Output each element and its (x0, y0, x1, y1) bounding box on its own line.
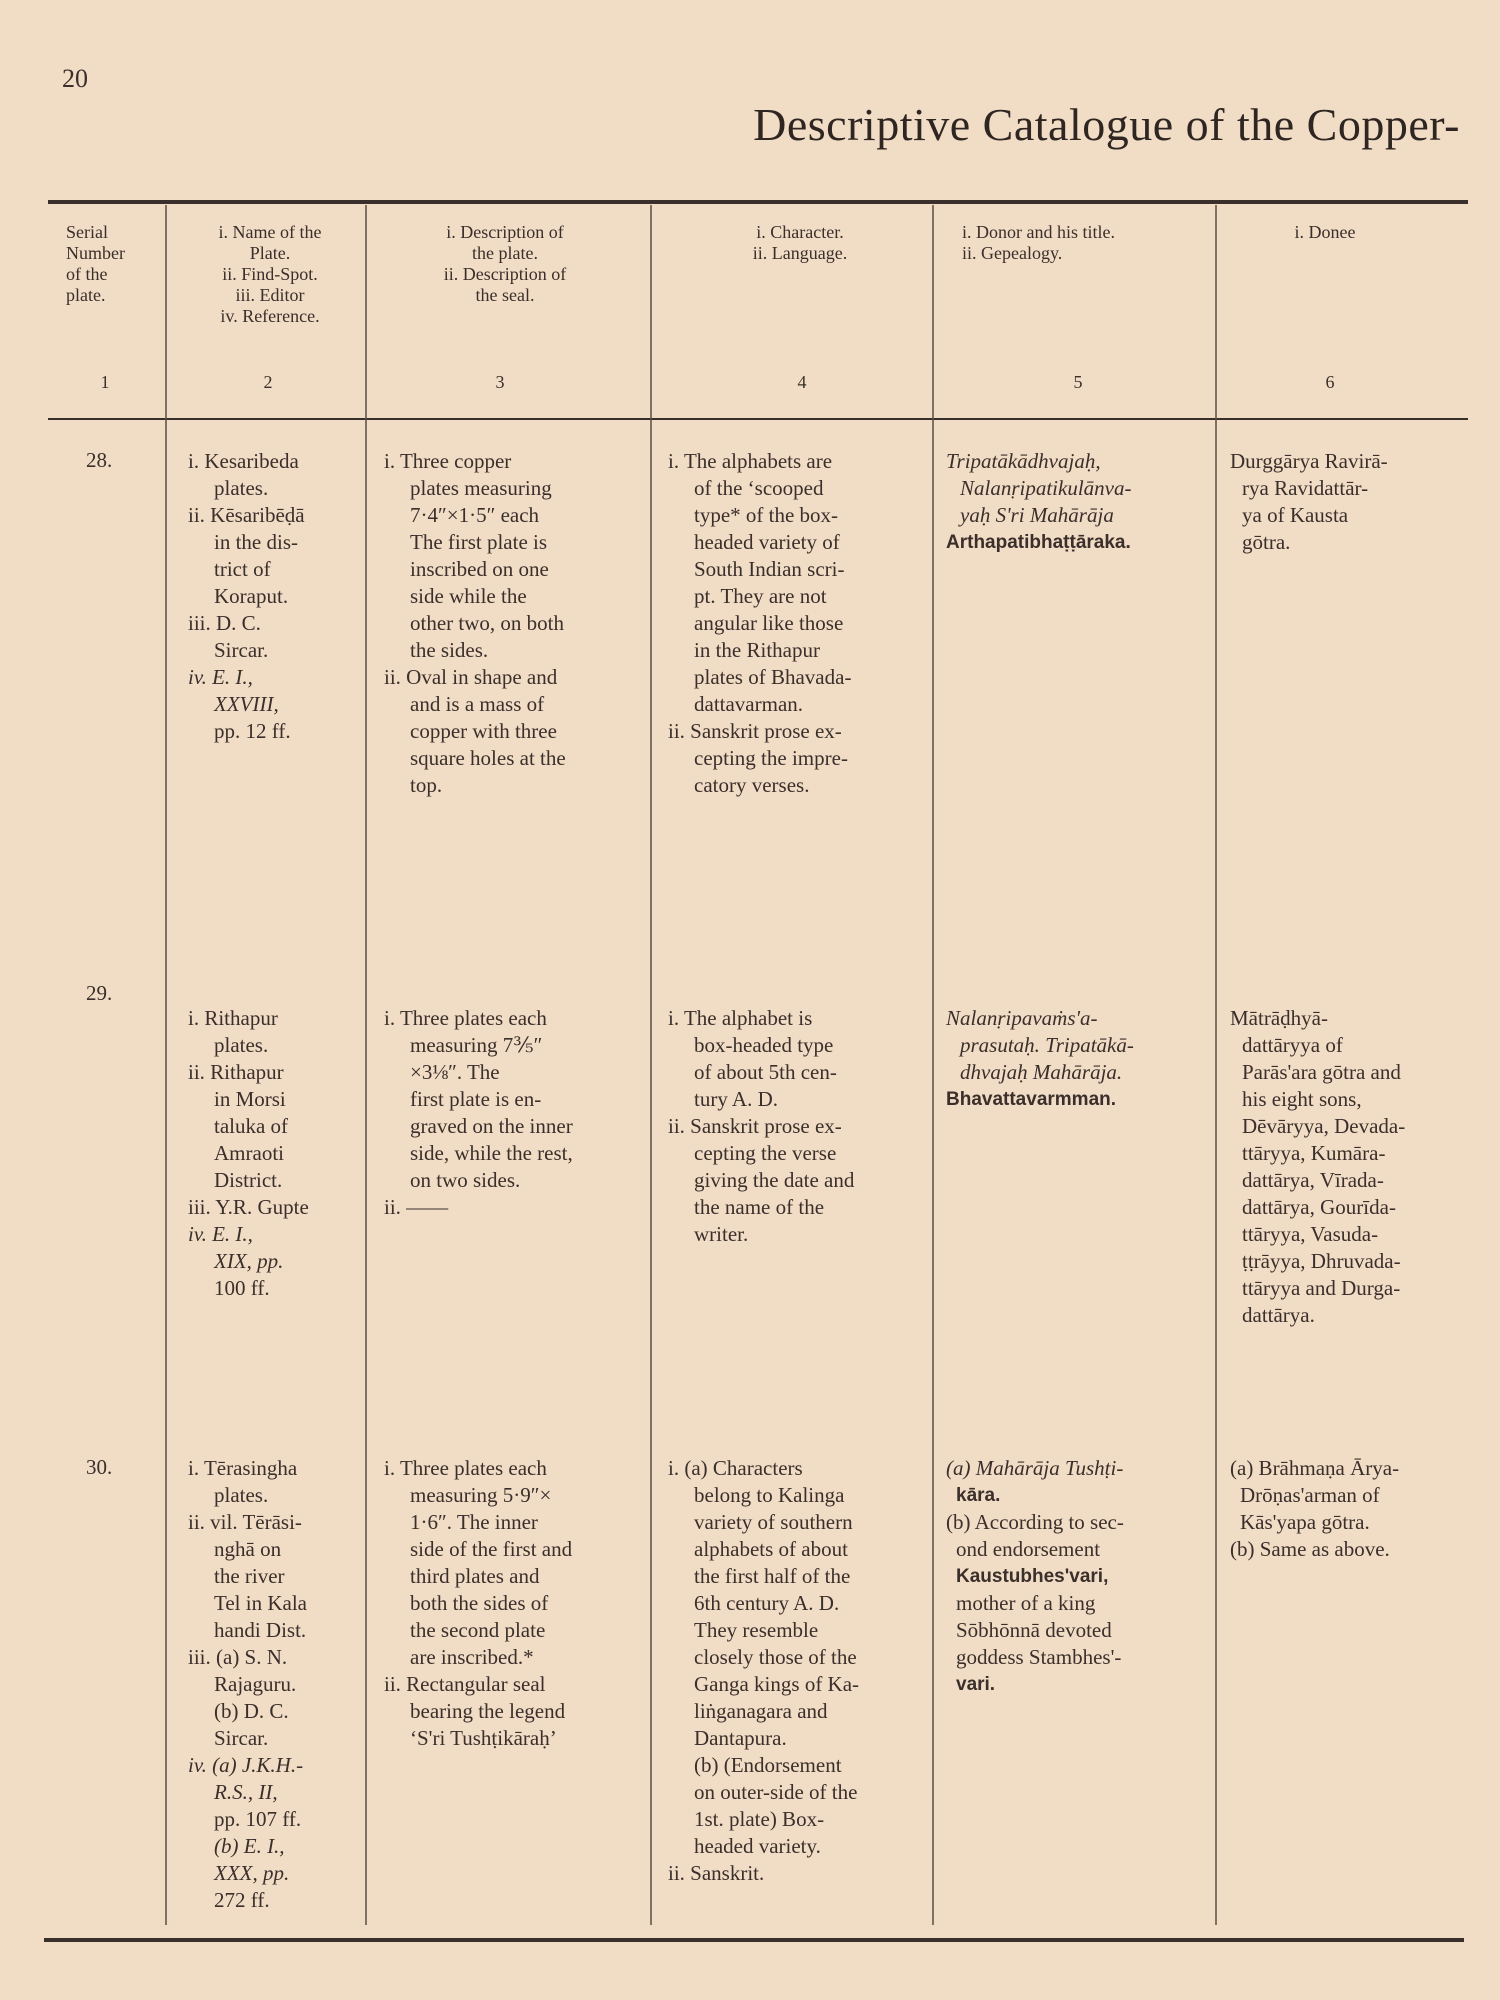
cell-character (668, 1455, 920, 1887)
cell-line: Kās'yapa gōtra. (1240, 1510, 1370, 1534)
cell-line: Durggārya Ravirā- (1230, 449, 1388, 473)
column-number: 6 (1325, 372, 1335, 392)
cell-line: trict of (214, 557, 271, 581)
cell-line: (a) Mahārāja Tushṭi- (946, 1456, 1124, 1480)
cell-line: square holes at the (410, 746, 566, 770)
serial-number: 30. (86, 1455, 113, 1479)
cell-line: iv. (a) J.K.H.- (188, 1753, 304, 1777)
cell-line: Tripatākādhvajaḥ, (946, 449, 1101, 473)
page-number: 20 (62, 64, 88, 93)
cell-line: Dantapura. (694, 1726, 787, 1750)
cell-line: ii. Sanskrit prose ex- (668, 719, 842, 743)
cell-line: the first half of the (694, 1564, 851, 1588)
serial-number: 29. (86, 981, 113, 1005)
cell-line: taluka of (214, 1114, 289, 1138)
cell-line: pt. They are not (694, 584, 827, 608)
cell-line: giving the date and (694, 1168, 855, 1192)
cell-line: first plate is en- (410, 1087, 542, 1111)
cell-line: rya Ravidattār- (1242, 476, 1369, 500)
cell-line: Koraput. (214, 584, 289, 608)
cell-line: R.S., II, (214, 1780, 278, 1804)
cell-donee (1230, 1455, 1470, 1563)
column-header-line: plate. (66, 285, 106, 305)
cell-line: headed variety of (694, 530, 840, 554)
cell-line: ii. Sanskrit. (668, 1861, 765, 1885)
column-divider (365, 205, 367, 1925)
column-header-line: ii. Find-Spot. (222, 264, 318, 284)
cell-line: Rajaguru. (214, 1672, 297, 1696)
cell-line: plates of Bhavada- (694, 665, 852, 689)
cell-line: (b) (Endorsement (694, 1753, 842, 1777)
column-header-line: i. Name of the (218, 222, 322, 242)
cell-donee (1230, 1005, 1470, 1329)
cell-line: Kaustubhes'vari, (956, 1566, 1109, 1587)
column-header-1 (66, 222, 125, 306)
cell-line: other two, on both (410, 611, 564, 635)
cell-line: dattārya, Gourīda- (1242, 1195, 1396, 1219)
cell-line: ii. Kēsaribēḍā (188, 503, 305, 527)
cell-line: (b) E. I., (214, 1834, 285, 1858)
cell-line: angular like those (694, 611, 844, 635)
cell-line: ttāryya and Durga- (1242, 1276, 1401, 1300)
column-header-line: Serial (66, 222, 108, 242)
cell-line: ttāryya, Kumāra- (1242, 1141, 1386, 1165)
cell-line: dhvajaḥ Mahārāja. (960, 1060, 1123, 1084)
cell-line: XXVIII, (214, 692, 279, 716)
cell-line: i. (a) Characters (668, 1456, 803, 1480)
cell-line: i. Kesaribeda (188, 449, 299, 473)
column-header-3 (390, 222, 620, 306)
cell-line: the sides. (410, 638, 489, 662)
cell-line: dattārya, Vīrada- (1242, 1168, 1384, 1192)
cell-line: Sōbhōnnā devoted (956, 1618, 1112, 1642)
cell-line: on two sides. (410, 1168, 521, 1192)
cell-line: bearing the legend (410, 1699, 566, 1723)
cell-line: South Indian scri- (694, 557, 845, 581)
column-number: 1 (100, 372, 110, 392)
cell-line: Ganga kings of Ka- (694, 1672, 860, 1696)
cell-line: 7·4″×1·5″ each (410, 503, 540, 527)
cell-line: i. The alphabets are (668, 449, 833, 473)
cell-line: and is a mass of (410, 692, 545, 716)
cell-line: his eight sons, (1242, 1087, 1362, 1111)
column-header-2 (190, 222, 350, 327)
cell-line: plates. (214, 1483, 269, 1507)
cell-line: closely those of the (694, 1645, 857, 1669)
cell-line: in the Rithapur (694, 638, 820, 662)
cell-line: i. Three plates each (384, 1006, 547, 1030)
cell-line: ii. Sanskrit prose ex- (668, 1114, 842, 1138)
cell-line: Parās'ara gōtra and (1242, 1060, 1401, 1084)
column-header-line: of the (66, 264, 108, 284)
cell-line: ii. —— (384, 1195, 449, 1219)
column-header-line: iv. Reference. (220, 306, 320, 326)
cell-line: i. Three copper (384, 449, 512, 473)
cell-line: belong to Kalinga (694, 1483, 845, 1507)
cell-line: on outer-side of the (694, 1780, 858, 1804)
cell-line: pp. 12 ff. (214, 719, 291, 743)
cell-donor (946, 1455, 1206, 1698)
cell-line: variety of southern (694, 1510, 853, 1534)
cell-line: side of the first and (410, 1537, 573, 1561)
column-header-line: i. Description of (446, 222, 564, 242)
cell-donee (1230, 448, 1470, 556)
cell-name (188, 1005, 356, 1302)
cell-line: iii. Y.R. Gupte (188, 1195, 309, 1219)
cell-line: iii. D. C. (188, 611, 261, 635)
cell-line: i. The alphabet is (668, 1006, 813, 1030)
running-title: Descriptive Catalogue of the Copper- (753, 99, 1460, 150)
cell-line: Bhavattavarmman. (946, 1089, 1117, 1110)
cell-line: Arthapatibhaṭṭāraka. (946, 532, 1131, 553)
cell-donor (946, 448, 1206, 556)
cell-line: the second plate (410, 1618, 546, 1642)
cell-line: goddess Stambhes'- (956, 1645, 1122, 1669)
column-header-5 (962, 222, 1115, 264)
cell-line: measuring 7⅗″ (410, 1033, 543, 1057)
cell-line: dattavarman. (694, 692, 804, 716)
column-number: 2 (263, 372, 273, 392)
cell-character (668, 1005, 920, 1248)
cell-line: They resemble (694, 1618, 819, 1642)
cell-line: dattāryya of (1242, 1033, 1343, 1057)
cell-line: 1st. plate) Box- (694, 1807, 825, 1831)
cell-line: ya of Kausta (1242, 503, 1349, 527)
cell-line: plates measuring (410, 476, 552, 500)
cell-line: i. Rithapur (188, 1006, 278, 1030)
column-number: 4 (797, 372, 807, 392)
cell-line: XXX, pp. (214, 1861, 290, 1885)
cell-line: of about 5th cen- (694, 1060, 837, 1084)
cell-line: plates. (214, 476, 269, 500)
cell-line: ṭṭrāyya, Dhruvada- (1242, 1249, 1401, 1273)
cell-line: tury A. D. (694, 1087, 778, 1111)
cell-line: writer. (694, 1222, 749, 1246)
column-divider (1215, 205, 1217, 1925)
cell-line: pp. 107 ff. (214, 1807, 302, 1831)
cell-line: ‘S'ri Tushṭikāraḥ’ (410, 1726, 557, 1750)
cell-character (668, 448, 920, 799)
cell-line: 272 ff. (214, 1888, 270, 1912)
column-header-line: Number (66, 243, 125, 263)
cell-line: prasutaḥ. Tripatākā- (960, 1033, 1134, 1057)
cell-line: cepting the verse (694, 1141, 837, 1165)
column-number: 3 (495, 372, 505, 392)
cell-line: XIX, pp. (214, 1249, 284, 1273)
cell-line: ii. Oval in shape and (384, 665, 558, 689)
cell-line: in Morsi (214, 1087, 286, 1111)
cell-line: side, while the rest, (410, 1141, 573, 1165)
cell-line: inscribed on one (410, 557, 549, 581)
serial-number: 28. (86, 448, 113, 472)
header-rule (48, 418, 1468, 420)
cell-line: catory verses. (694, 773, 810, 797)
column-header-line: ii. Language. (752, 243, 848, 263)
column-header-line: ii. Description of (443, 264, 567, 284)
cell-line: copper with three (410, 719, 557, 743)
cell-line: 1·6″. The inner (410, 1510, 538, 1534)
column-header-line: the plate. (472, 243, 538, 263)
cell-line: (b) Same as above. (1230, 1537, 1390, 1561)
cell-line: alphabets of about (694, 1537, 848, 1561)
cell-line: 100 ff. (214, 1276, 270, 1300)
cell-line: gōtra. (1242, 530, 1291, 554)
cell-line: box-headed type (694, 1033, 834, 1057)
column-header-line: iii. Editor (235, 285, 305, 305)
bottom-rule (44, 1938, 1464, 1942)
cell-line: (b) D. C. (214, 1699, 289, 1723)
column-number: 5 (1073, 372, 1083, 392)
column-header-line: i. Donor and his title. (962, 222, 1115, 242)
cell-line: both the sides of (410, 1591, 549, 1615)
column-divider (165, 205, 167, 1925)
cell-line: Amraoti (214, 1141, 284, 1165)
cell-line: ii. Rithapur (188, 1060, 284, 1084)
column-header-line: ii. Gepealogy. (962, 243, 1063, 263)
cell-line: type* of the box- (694, 503, 839, 527)
cell-line: Nalanṛipavaṁs'a- (946, 1006, 1098, 1030)
cell-line: Sircar. (214, 1726, 269, 1750)
cell-line: iv. E. I., (188, 1222, 253, 1246)
cell-line: dattārya. (1242, 1303, 1315, 1327)
cell-name (188, 1455, 356, 1914)
top-rule (48, 200, 1468, 204)
cell-line: Mātrāḍhyā- (1230, 1006, 1328, 1030)
cell-name (188, 448, 356, 745)
column-header-4 (680, 222, 920, 264)
cell-line: in the dis- (214, 530, 298, 554)
cell-line: the river (214, 1564, 285, 1588)
cell-line: The first plate is (410, 530, 548, 554)
cell-donor (946, 1005, 1206, 1113)
cell-line: kāra. (956, 1485, 1001, 1506)
cell-line: measuring 5·9″× (410, 1483, 552, 1507)
cell-line: yaḥ S'ri Mahārāja (960, 503, 1114, 527)
column-header-line: Plate. (249, 243, 291, 263)
cell-line: side while the (410, 584, 527, 608)
cell-line: Tel in Kala (214, 1591, 307, 1615)
cell-line: iii. (a) S. N. (188, 1645, 288, 1669)
cell-plate (384, 1455, 634, 1752)
cell-line: Nalanṛipatikulānva- (960, 476, 1132, 500)
cell-line: vari. (956, 1674, 996, 1695)
cell-line: Sircar. (214, 638, 269, 662)
cell-line: ii. Rectangular seal (384, 1672, 546, 1696)
column-header-line: the seal. (475, 285, 535, 305)
cell-line: ttāryya, Vasuda- (1242, 1222, 1379, 1246)
cell-line: top. (410, 773, 443, 797)
cell-line: the name of the (694, 1195, 825, 1219)
cell-line: mother of a king (956, 1591, 1096, 1615)
cell-line: 6th century A. D. (694, 1591, 840, 1615)
cell-line: plates. (214, 1033, 269, 1057)
column-header-line: i. Donee (1294, 222, 1356, 242)
cell-line: ond endorsement (956, 1537, 1101, 1561)
cell-line: (a) Brāhmaṇa Ārya- (1230, 1456, 1400, 1480)
cell-line: third plates and (410, 1564, 540, 1588)
cell-line: liṅganagara and (694, 1699, 828, 1723)
column-header-line: i. Character. (756, 222, 844, 242)
cell-line: Dēvāryya, Devada- (1242, 1114, 1406, 1138)
cell-line: of the ‘scooped (694, 476, 824, 500)
cell-line: i. Three plates each (384, 1456, 547, 1480)
column-header-6 (1245, 222, 1405, 243)
cell-line: i. Tērasingha (188, 1456, 298, 1480)
column-divider (650, 205, 652, 1925)
cell-line: Drōṇas'arman of (1240, 1483, 1380, 1507)
cell-line: cepting the impre- (694, 746, 848, 770)
cell-line: ii. vil. Tērāsi- (188, 1510, 302, 1534)
cell-line: nghā on (214, 1537, 282, 1561)
cell-line: District. (214, 1168, 283, 1192)
cell-line: ×3⅛″. The (410, 1060, 500, 1084)
cell-line: graved on the inner (410, 1114, 573, 1138)
cell-line: are inscribed.* (410, 1645, 534, 1669)
column-divider (932, 205, 934, 1925)
cell-plate (384, 448, 634, 799)
cell-line: (b) According to sec- (946, 1510, 1124, 1534)
cell-line: handi Dist. (214, 1618, 307, 1642)
cell-plate (384, 1005, 634, 1221)
cell-line: iv. E. I., (188, 665, 253, 689)
cell-line: headed variety. (694, 1834, 821, 1858)
